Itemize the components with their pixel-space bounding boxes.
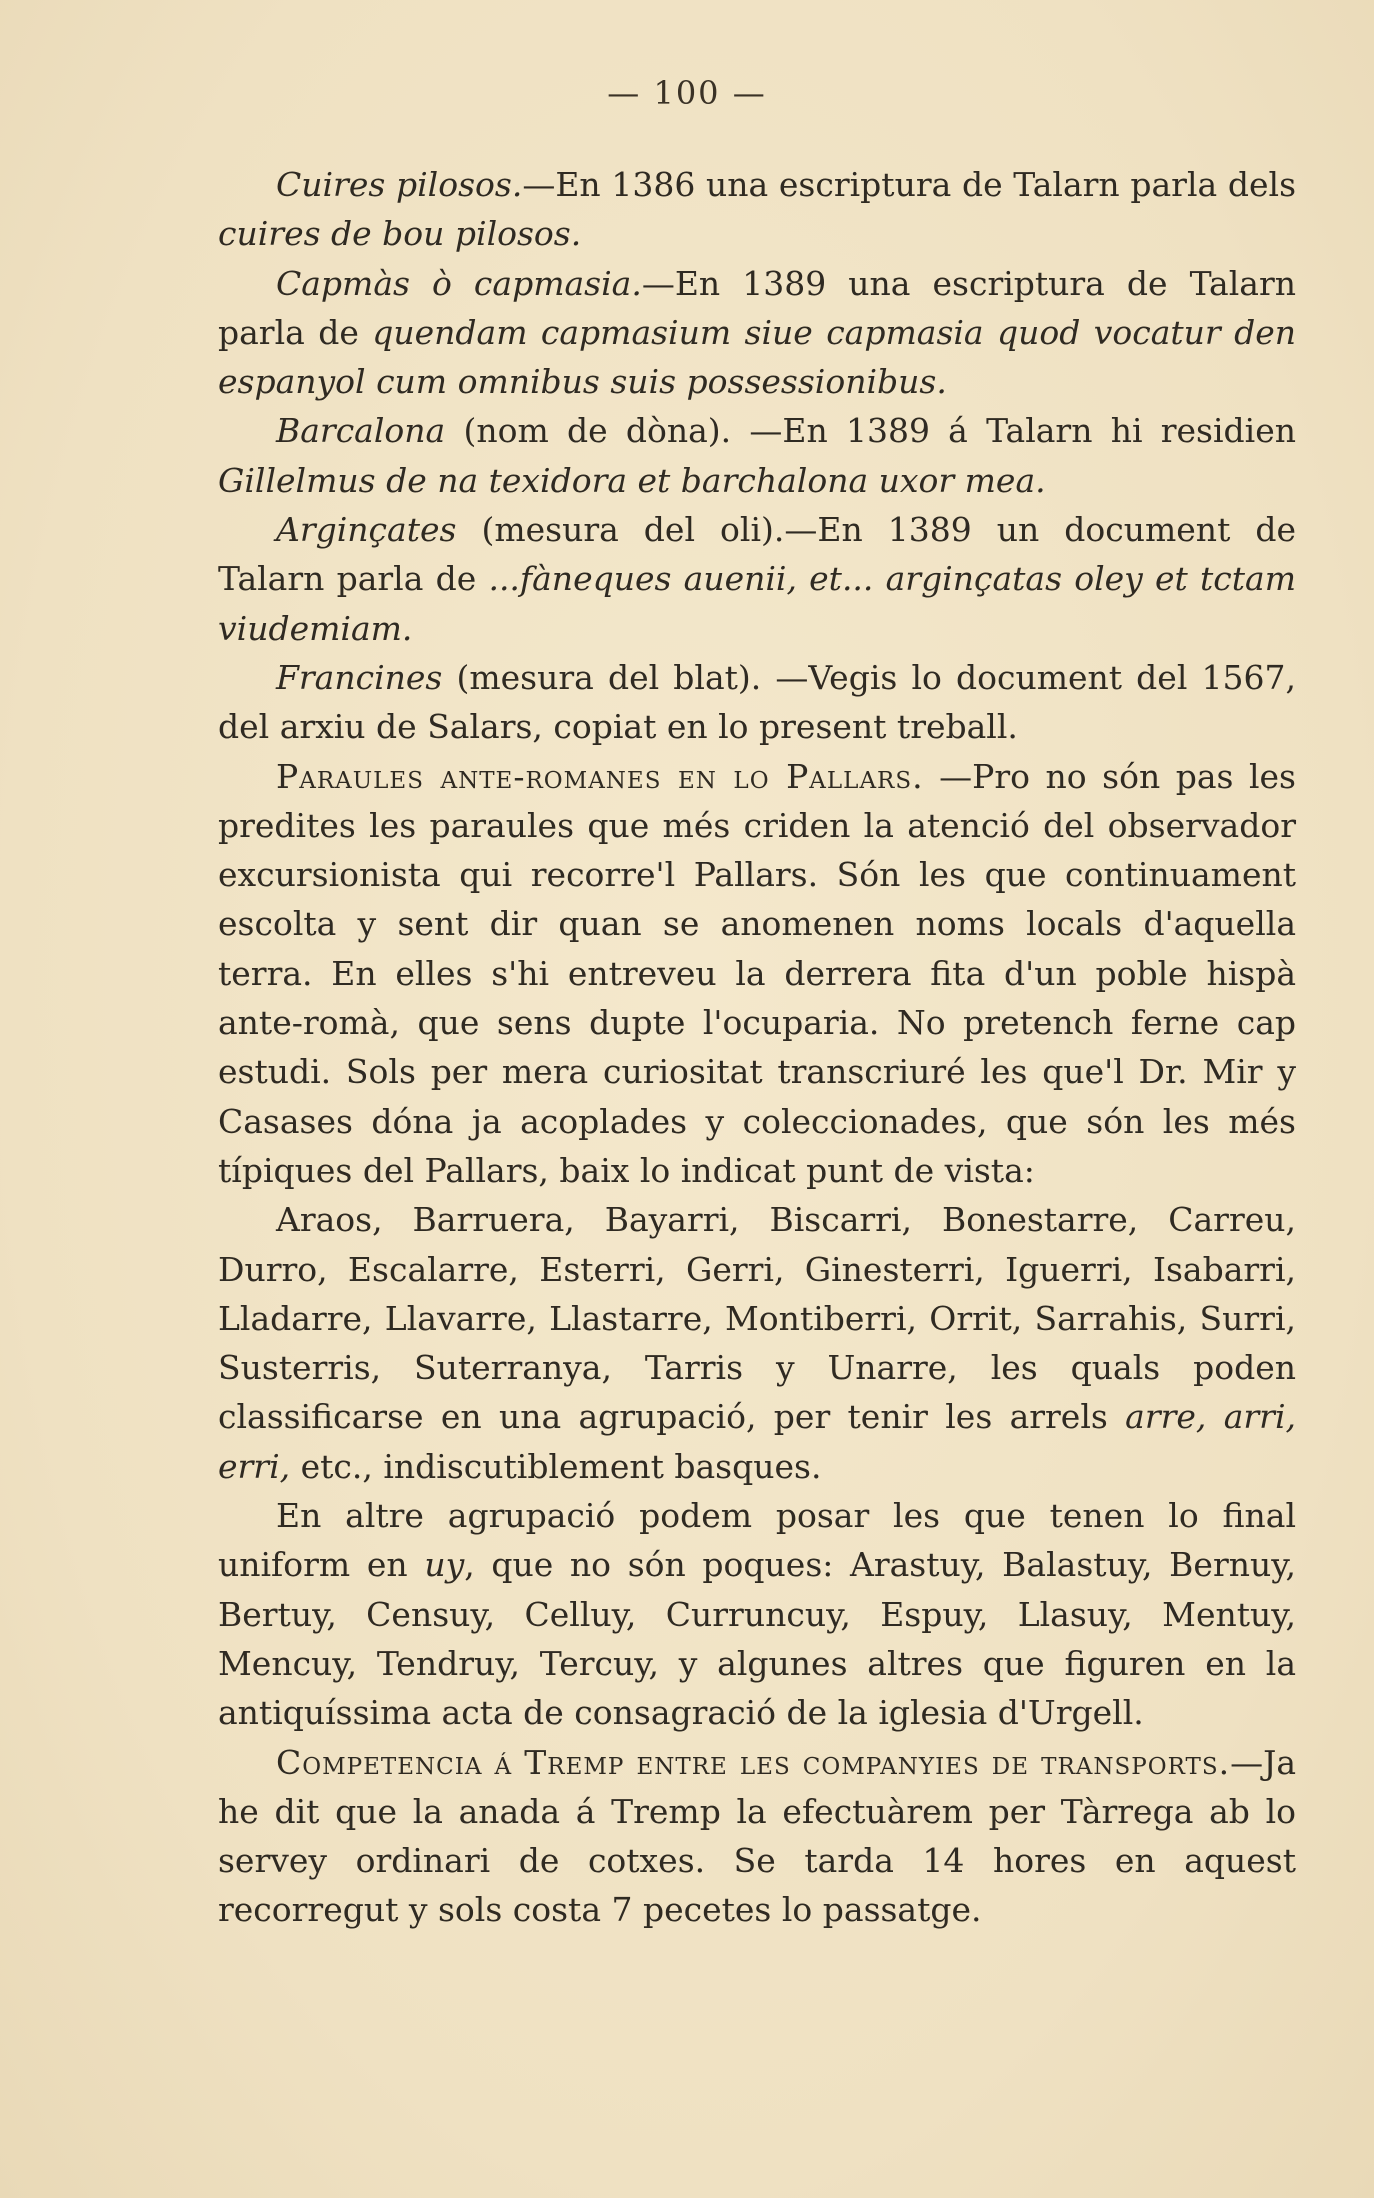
run: , que no són poques: Arastuy, Balastuy, Bernuy, Bertuy, Censuy, Celluy, Curruncuy, Espuy, Llasuy, Mentuy, Mencuy, Tendruy, Tercuy, y algunes altres que figuren en la antiquíssima acta de consagració de la iglesia d'Urgell. bbox=[218, 1545, 1296, 1733]
page-number: — 100 — bbox=[607, 74, 767, 112]
run: (mesura del oli).—En 1389 un document de Talarn parla de bbox=[218, 510, 1296, 599]
paragraph-paraules bbox=[218, 752, 1296, 1196]
run: Arginçates bbox=[276, 510, 457, 550]
run: uy bbox=[424, 1545, 465, 1585]
section-heading: Paraules ante-romanes en lo Pallars. bbox=[276, 756, 924, 796]
run: arre, arri, erri, bbox=[218, 1397, 1296, 1486]
section-heading: Competencia á Tremp entre les companyies de transports. bbox=[276, 1742, 1231, 1782]
run: —En 1389 una escriptura de Talarn parla de bbox=[218, 263, 1296, 352]
run: —En 1386 una escriptura de Talarn parla dels bbox=[522, 165, 1296, 204]
run: Francines bbox=[276, 657, 443, 697]
paragraph-uy bbox=[218, 1491, 1296, 1737]
run: ...fàneques auenii, et... arginçatas oley et tctam viudemiam. bbox=[218, 559, 1296, 648]
run: etc., indiscutiblement basques. bbox=[290, 1446, 822, 1486]
body-text bbox=[218, 160, 1296, 1935]
run: —Ja he dit que la anada á Tremp la efectuàrem per Tàrrega ab lo servey ordinari de cotxes. Se tarda 14 hores en aquest recorregut y sols costa 7 pecetes lo passatge. bbox=[218, 1742, 1296, 1930]
paragraph-argincates bbox=[218, 505, 1296, 653]
run: (mesura del blat). —Vegis lo document del 1567, del arxiu de Salars, copiat en lo present treball. bbox=[218, 657, 1296, 747]
run: quendam capmasium siue capmasia quod vocatur den espanyol cum omnibus suis possessionibus. bbox=[218, 312, 1297, 402]
paragraph-cuires bbox=[218, 160, 1296, 259]
run: Araos, Barruera, Bayarri, Biscarri, Bonestarre, Carreu, Durro, Escalarre, Esterri, Gerri, Ginesterri, Iguerri, Isabarri, Lladarre, Llavarre, Llastarre, Montiberri, Orrit, Sarrahis, Surri, Susterris, Suterranya, Tarris y Unarre, les quals poden classificarse en una agrupació, per tenir les arrels bbox=[218, 1200, 1296, 1437]
run: Cuires pilosos. bbox=[276, 165, 523, 204]
run: Barcalona bbox=[276, 411, 446, 451]
run: (nom de dòna). —En 1389 á Talarn hi residien bbox=[445, 411, 1296, 451]
paragraph-araos bbox=[218, 1195, 1296, 1491]
run: En altre agrupació podem posar les que tenen lo final uniform en bbox=[218, 1496, 1296, 1585]
run: Gillelmus de na texidora et barchalona uxor mea. bbox=[218, 460, 1046, 500]
run: Capmàs ò capmasia. bbox=[276, 263, 642, 303]
run: —Pro no són pas les predites les paraules que més criden la atenció del observador excursionista qui recorre'l Pallars. Són les que continuament escolta y sent dir quan se anomenen noms locals d'aquella terra. En elles s'hi entreveu la derrera fita d'un poble hispà ante-romà, que sens dupte l'ocuparia. No pretench ferne cap estudi. Sols per mera curiositat transcriuré les que'l Dr. Mir y Casases dóna ja acoplades y coleccionades, que són les més típiques del Pallars, baix lo indicat punt de vista: bbox=[218, 756, 1296, 1190]
paragraph-barcalona bbox=[218, 406, 1296, 505]
paragraph-francines bbox=[218, 653, 1296, 752]
paragraph-competencia bbox=[218, 1738, 1296, 1935]
paragraph-capmas bbox=[218, 259, 1296, 407]
run: cuires de bou pilosos. bbox=[218, 214, 582, 254]
